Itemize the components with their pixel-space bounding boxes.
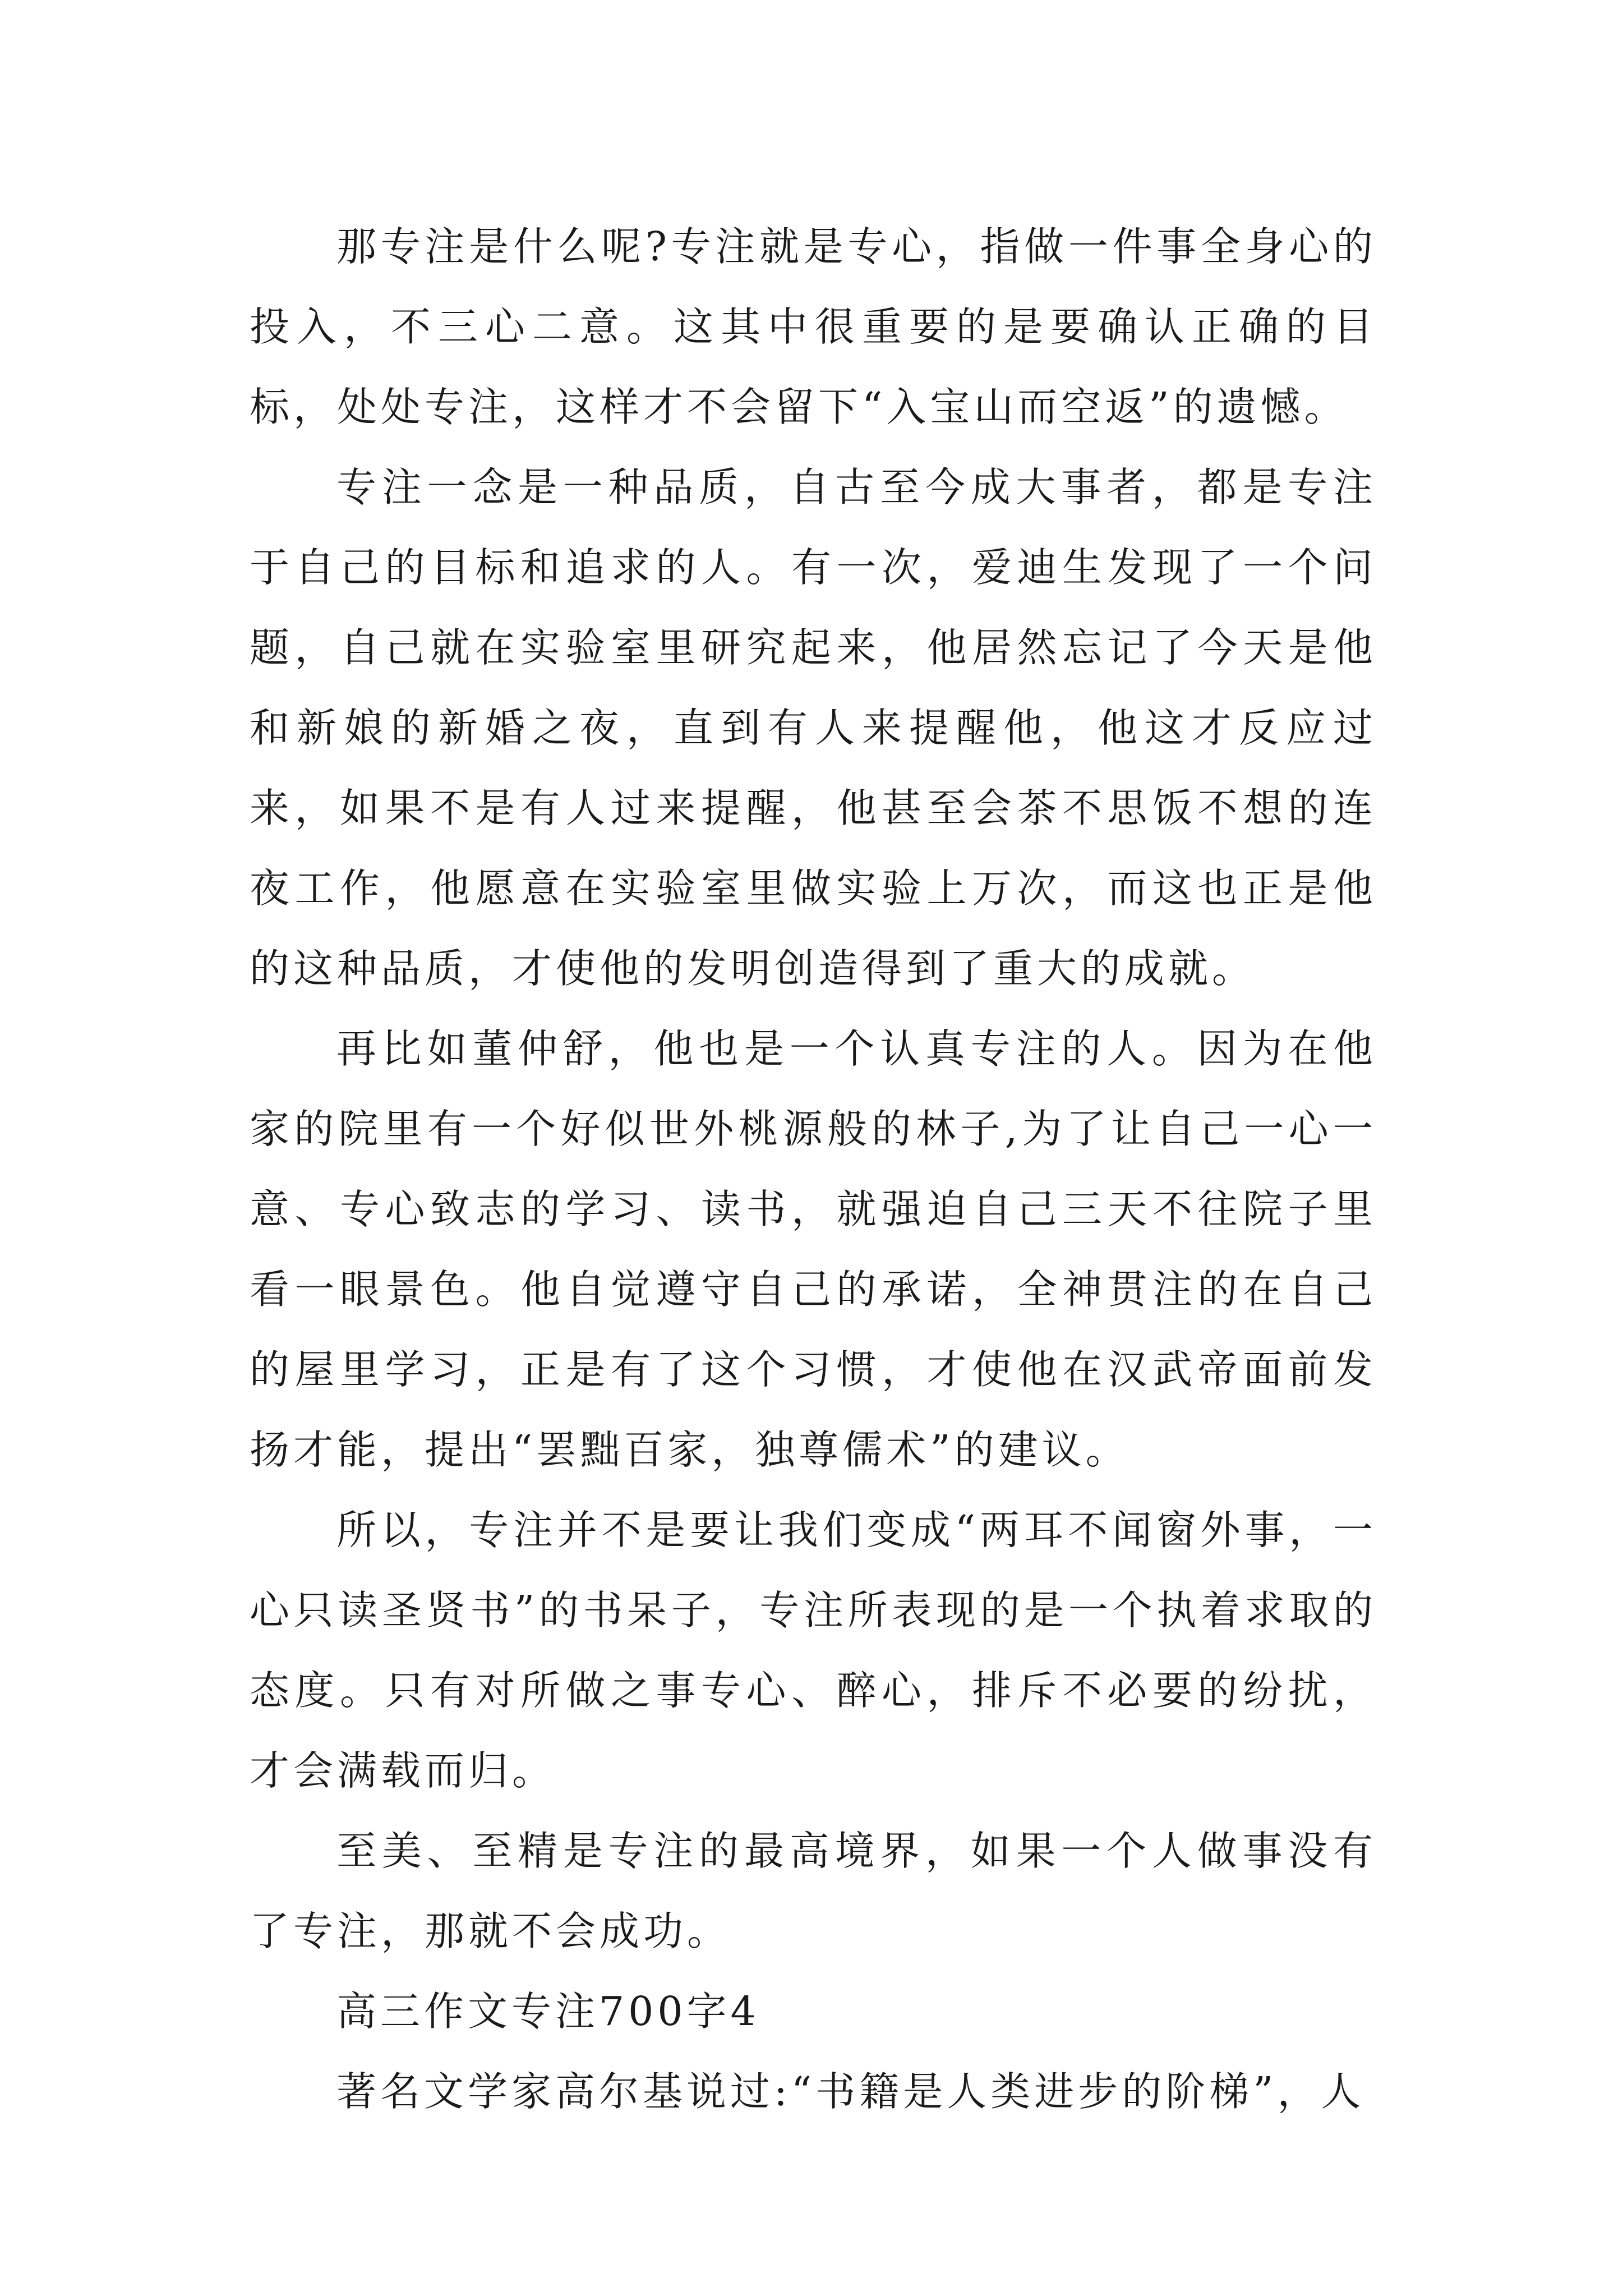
paragraph: 所以，专注并不是要让我们变成“两耳不闻窗外事，一心只读圣贤书”的书呆子，专注所表现的是一个执着求取的态度。只有对所做之事专心、醉心，排斥不必要的纷扰，才会满载而归。 [250,1507,1377,1794]
document-body [250,206,1377,2132]
paragraph: 至美、至精是专注的最高境界，如果一个人做事没有了专注，那就不会成功。 [250,1828,1377,1954]
section-title: 高三作文专注700字4 [336,1988,760,2035]
paragraph: 那专注是什么呢?专注就是专心，指做一件事全身心的投入，不三心二意。这其中很重要的是要确认正确的目标，处处专注，这样才不会留下“入宝山而空返”的遗憾。 [250,223,1377,430]
paragraph: 再比如董仲舒，他也是一个认真专注的人。因为在他家的院里有一个好似世外桃源般的林子,为了让自己一心一意、专心致志的学习、读书，就强迫自己三天不往院子里看一眼景色。他自觉遵守自己的承诺，全神贯注的在自己的屋里学习，正是有了这个习惯，才使他在汉武帝面前发扬才能，提出“罢黜百家，独尊儒术”的建议。 [250,1025,1377,1473]
paragraph: 著名文学家高尔基说过:“书籍是人类进步的阶梯”，人 [336,2068,1365,2115]
paragraph: 专注一念是一种品质，自古至今成大事者，都是专注于自己的目标和追求的人。有一次，爱迪生发现了一个问题，自己就在实验室里研究起来，他居然忘记了今天是他和新娘的新婚之夜，直到有人来提醒他，他这才反应过来，如果不是有人过来提醒，他甚至会茶不思饭不想的连夜工作，他愿意在实验室里做实验上万次，而这也正是他的这种品质，才使他的发明创造得到了重大的成就。 [250,464,1377,992]
